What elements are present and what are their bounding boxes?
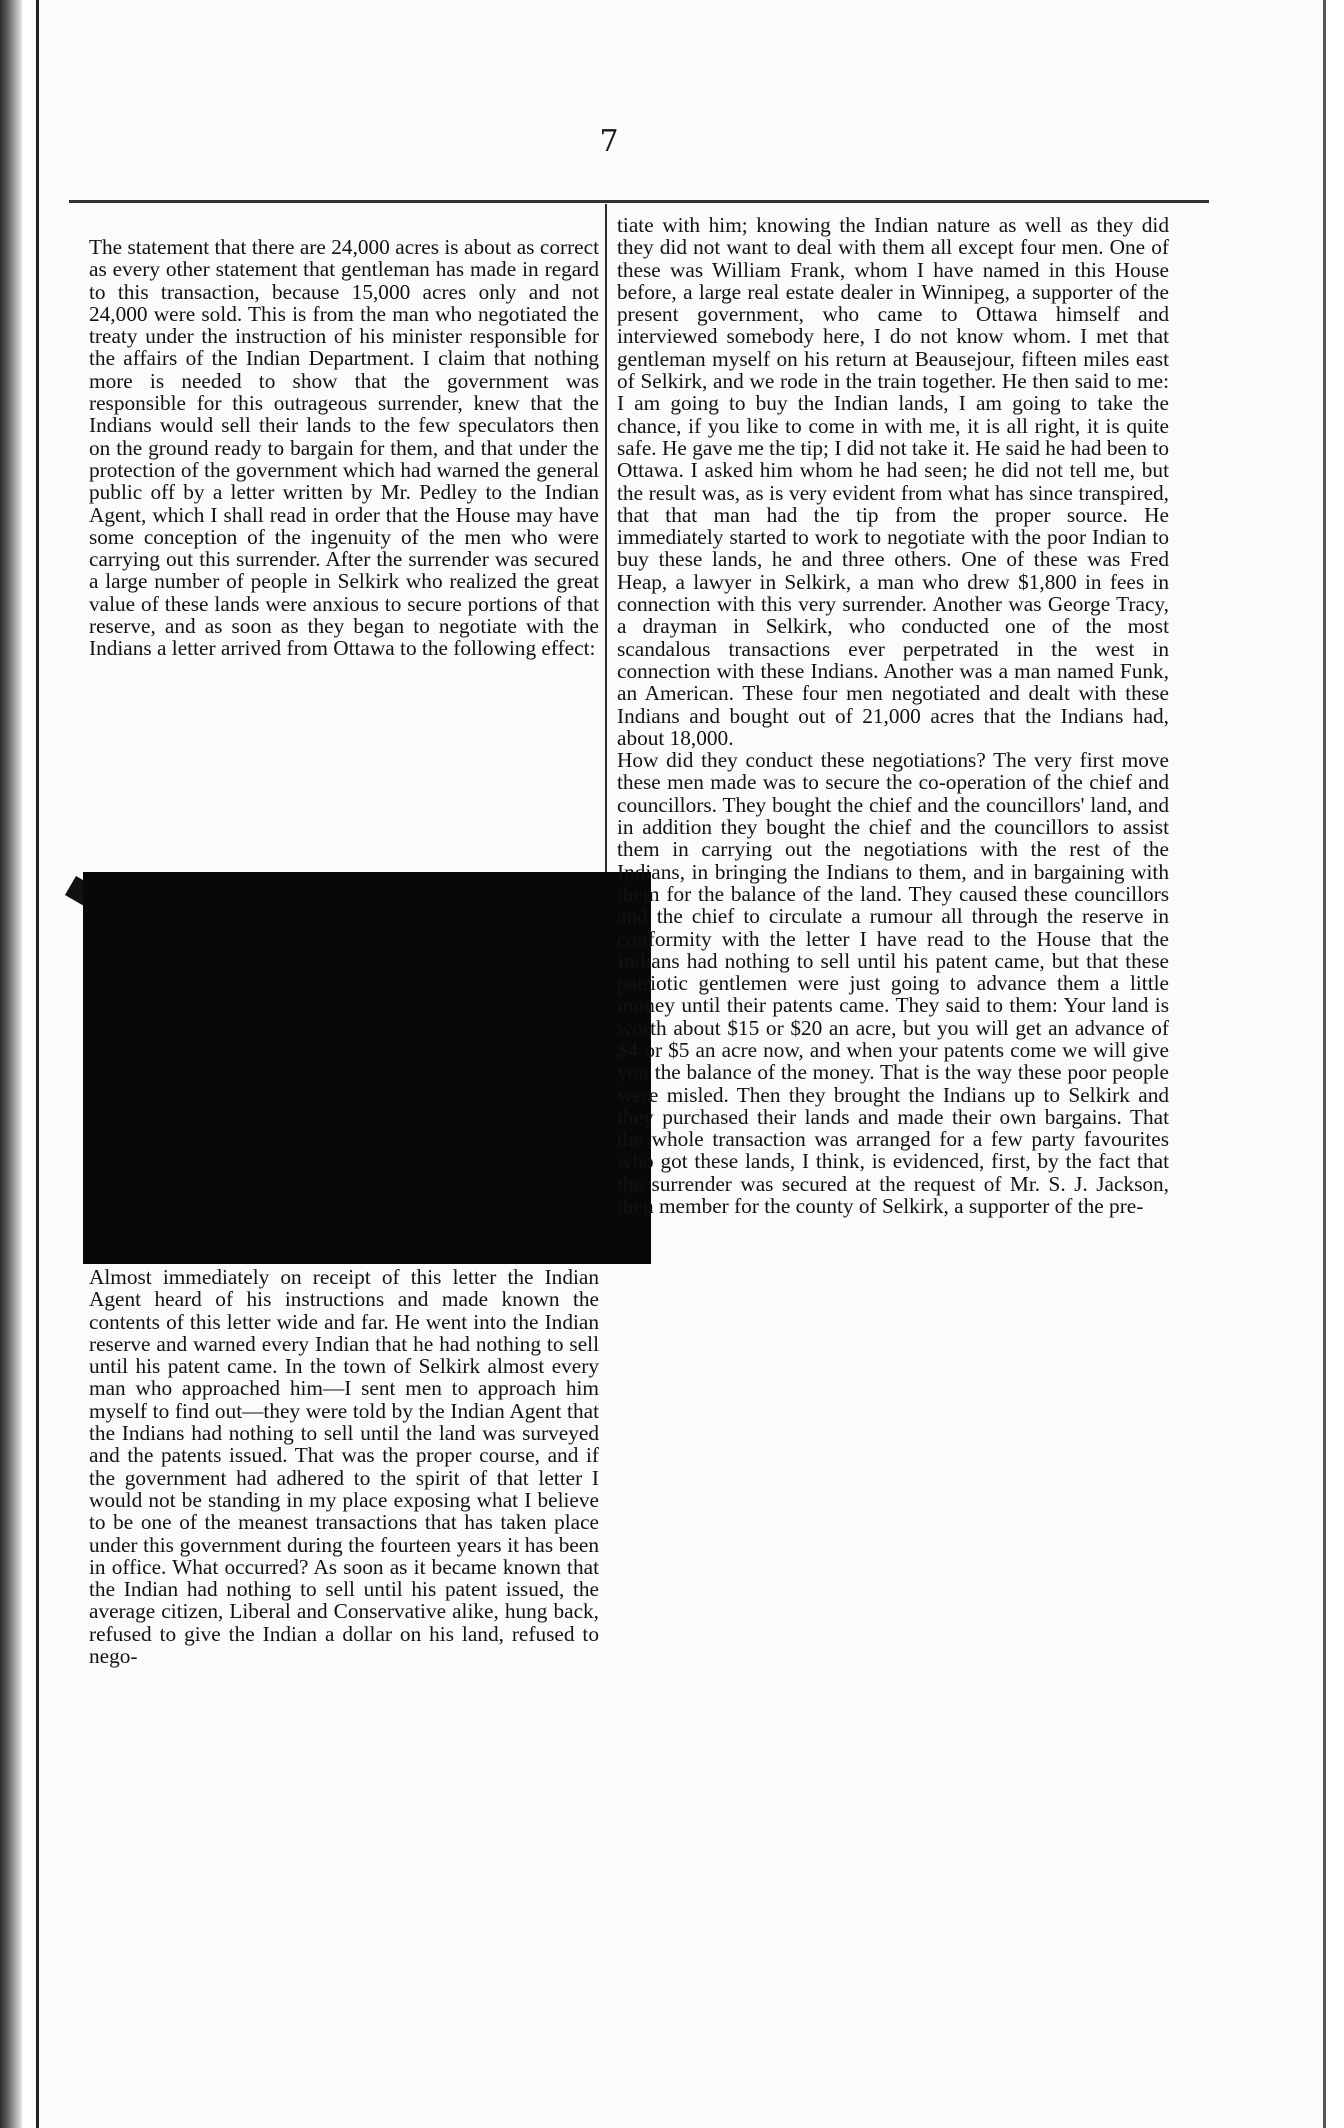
redacted-letter-block bbox=[83, 872, 651, 1264]
document-page bbox=[36, 0, 1326, 2128]
right-column-text: tiate with him; knowing the Indian nature as well as they did they did not want to deal with them all except four men. One of these was William Frank, whom I have named in this House before, a large real estate dealer in Winnipeg, a supporter of the present government, who came to Ottawa himself and interviewed somebody here, I do not know whom. I met that gentleman myself on his return at Beausejour, fifteen miles east of Selkirk, and we rode in the train together. He then said to me: I am going to buy the Indian lands, I am going to take the chance, if you like to come in with me, it is all right, it is quite safe. He gave me the tip; I did not take it. He said he had been to Ottawa. I asked him whom he had seen; he did not tell me, but the result was, as is very evident from what has since transpired, that that man had the tip from the proper source. He immediately started to work to negotiate with the poor Indian to buy these lands, he and three others. One of these was Fred Heap, a lawyer in Selkirk, a man who drew $1,800 in fees in connection with this very surrender. Another was George Tracy, a drayman in Selkirk, who conducted one of the most scandalous transactions ever perpetrated in the west in connection with these Indians. Another was a man named Funk, an American. These four men negotiated and dealt with these Indians and bought out of 21,000 acres that the Indians had, about 18,000. How did they conduct these negotiations? The very first move these men made was to secure the co-operation of the chief and councillors. They bought the chief and the councillors' land, and in addition they bought the chief and the councillors to assist them in carrying out the negotiations with the rest of the Indians, in bringing the Indians to them, and in bargaining with them for the balance of the land. They caused these councillors and the chief to circulate a rumour all through the reserve in conformity with the letter I have read to the House that the Indians had nothing to sell until his patent came, but that these patriotic gentlemen were just going to advance them a little money until their patents came. They said to them: Your land is worth about $15 or $20 an acre, but you will get an advance of $4 or $5 an acre now, and when your patents come we will give you the balance of the money. That is the way these poor people were misled. Then they brought the Indians up to Selkirk and they purchased their lands and made their own bargains. That the whole transaction was arranged for a few party favourites who got these lands, I think, is evidenced, first, by the fact that the surrender was secured at the request of Mr. S. J. Jackson, then member for the county of Selkirk, a supporter of the pre- bbox=[617, 213, 1169, 1219]
page-number: 7 bbox=[599, 124, 619, 159]
left-column-bottom-text: Almost immediately on receipt of this letter the Indian Agent heard of his instructions and made known the contents of this letter wide and far. He went into the Indian reserve and warned every Indian that he had nothing to sell until his patent came. In the town of Selkirk almost every man who approached him—I sent men to approach him myself to find out—they were told by the Indian Agent that the Indians had nothing to sell until the land was surveyed and the patents issued. That was the proper course, and if the government had adhered to the spirit of that letter I would not be standing in my place exposing what I believe to be one of the meanest transactions that has taken place under this government during the fourteen years it has been in office. What occurred? As soon as it became known that the Indian had nothing to sell until his patent issued, the average citizen, Liberal and Conservative alike, hung back, refused to give the Indian a dollar on his land, refused to nego- bbox=[89, 1265, 599, 1669]
book-spine-edge bbox=[0, 0, 22, 2128]
header-rule bbox=[69, 200, 1209, 203]
left-column-top-text: The statement that there are 24,000 acres is about as correct as every other statement that gentleman has made in regard to this transaction, because 15,000 acres only and not 24,000 were sold. This is from the man who negotiated the treaty under the instruction of his minister responsible for the affairs of the Indian Department. I claim that nothing more is needed to show that the government was responsible for this outrageous surrender, knew that the Indians would sell their lands to the few speculators then on the ground ready to bargain for them, and that under the protection of the government which had warned the general public off by a letter written by Mr. Pedley to the Indian Agent, which I shall read in order that the House may have some conception of the ingenuity of the men who were carrying out this surrender. After the surrender was secured a large number of people in Selkirk who realized the great value of these lands were anxious to secure portions of that reserve, and as soon as they began to negotiate with the Indians a letter arrived from Ottawa to the following effect: bbox=[89, 235, 599, 661]
